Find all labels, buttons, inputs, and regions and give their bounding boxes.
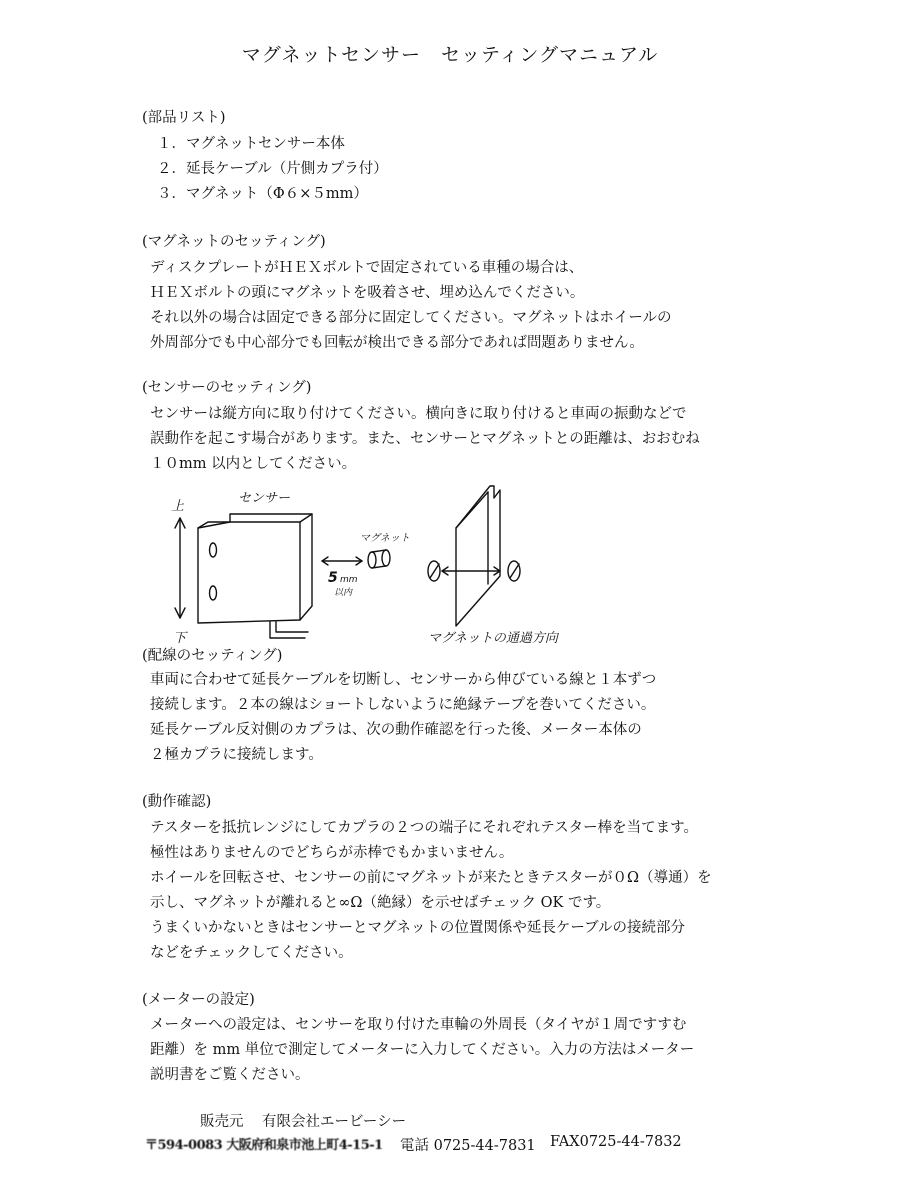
sensor-wires [270,622,305,638]
wiring-line: ２極カプラに接続します。 [150,747,323,763]
seller-tel: 電話 0725-44-7831 [400,1138,536,1154]
magnet-setting-line: 外周部分でも中心部分でも回転が検出できる部分であれば問題ありません。 [150,335,644,351]
magnet-icon [368,552,376,568]
check-line: 示し、マグネットが離れると∞Ω（絶縁）を示せばチェック OK です。 [150,895,611,911]
page-title: マグネットセンサー セッティングマニュアル [241,44,659,66]
wiring-line: 車両に合わせて延長ケーブルを切断し、センサーから伸びている線と１本ずつ [150,672,657,688]
wiring-line: 接続します。２本の線はショートしないように絶縁テープを巻いてください。 [150,697,656,713]
distance-unit: mm [340,575,358,585]
seller-fax: FAX0725-44-7832 [550,1134,682,1150]
label-magnet: マグネット [360,533,410,544]
seller-address: 〒594-0083 大阪府和泉市池上町4-15-1 [145,1138,383,1153]
label-sensor: センサー [238,491,291,506]
meter-line: メーターへの設定は、センサーを取り付けた車輪の外周長（タイヤが１周ですすむ [150,1017,687,1033]
sensor-diagram [150,478,610,658]
magnet-setting-line: ＨＥＸボルトの頭にマグネットを吸着させ、埋め込んでください。 [150,285,585,301]
check-line: 極性はありませんのでどちらが赤棒でもかまいません。 [150,845,514,861]
sensor-setting-line: 誤動作を起こす場合があります。また、センサーとマグネットとの距離は、おおむね [150,431,700,447]
magnet-setting-heading: (マグネットのセッティング) [142,234,326,250]
meter-heading: (メーターの設定) [142,992,255,1008]
distance-value: 5 [328,570,338,586]
check-heading: (動作確認) [142,794,212,810]
parts-heading: (部品リスト) [142,110,226,126]
seller-label: 販売元 [200,1114,244,1130]
seller-company: 有限会社エービーシー [262,1114,407,1130]
label-pass-direction: マグネットの通過方向 [428,631,558,646]
label-up: 上 [171,499,185,514]
label-down: 下 [173,631,187,646]
distance-note: 以内 [334,588,353,598]
magnet-setting-line: それ以外の場合は固定できる部分に固定してください。マグネットはホイールの [150,310,672,326]
parts-item: １．マグネットセンサー本体 [157,136,345,152]
sensor-body [198,514,312,623]
sensor-setting-line: センサーは縦方向に取り付けてください。横向きに取り付けると車両の振動などで [150,406,687,422]
check-line: などをチェックしてください。 [150,945,353,961]
sensor-setting-line: １０mm 以内としてください。 [150,456,357,472]
wiring-heading: (配線のセッティング) [142,648,283,664]
meter-line: 距離）を mm 単位で測定してメーターに入力してください。入力の方法はメーター [150,1042,695,1058]
meter-line: 説明書をご覧ください。 [150,1067,310,1083]
check-line: うまくいかないときはセンサーとマグネットの位置関係や延長ケーブルの接続部分 [150,920,686,936]
parts-item: ３．マグネット（Φ６×５mm） [157,186,368,202]
sensor-setting-heading: (センサーのセッティング) [142,380,312,396]
wiring-line: 延長ケーブル反対側のカプラは、次の動作確認を行った後、メーター本体の [150,722,642,738]
check-line: テスターを抵抗レンジにしてカプラの２つの端子にそれぞれテスター棒を当てます。 [150,820,698,836]
parts-item: ２．延長ケーブル（片側カプラ付） [157,161,388,177]
magnet-setting-line: ディスクプレートがＨＥＸボルトで固定されている車種の場合は、 [150,260,584,276]
check-line: ホイールを回転させ、センサーの前にマグネットが来たときテスターが０Ω（導通）を [150,870,712,886]
disc-plate [456,486,500,626]
